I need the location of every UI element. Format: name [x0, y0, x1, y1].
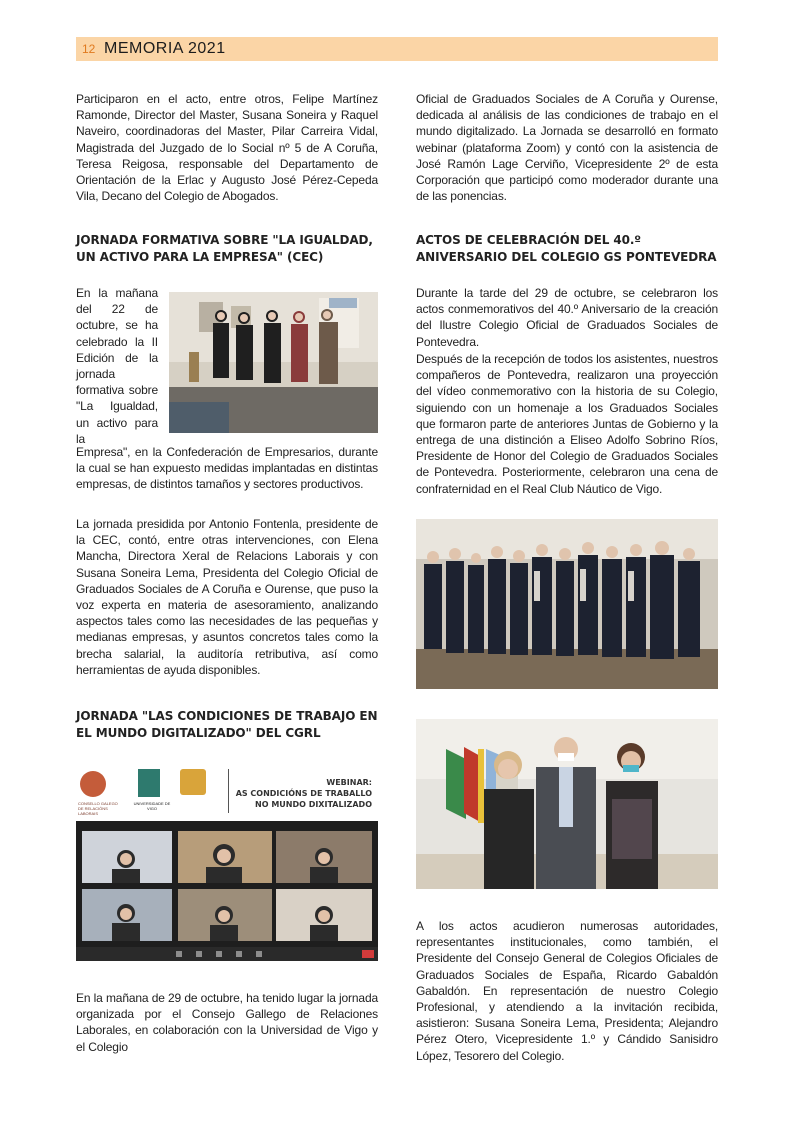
cec-group-photo: [169, 292, 378, 433]
banner-divider: [228, 769, 229, 813]
cgrl-paragraph: En la mañana de 29 de octubre, ha tenido lugar la jornada organizada por el Consejo Gallego de Relaciones Laborales, en colaboración con la Universidad de Vigo y el Colegio: [76, 991, 378, 1054]
cgrl-logo-text: CONSELLO GALEGO DE RELACIÓNS LABORAIS: [78, 801, 118, 816]
section-heading-cgrl: JORNADA "LAS CONDICIONES DE TRABAJO EN EL MUNDO DIGITALIZADO" DEL CGRL: [76, 709, 378, 740]
pontevedra-paragraph-2: Después de la recepción de todos los asistentes, nuestros compañeros de Pontevedra, realizaron una proyección del vídeo conmemorativo con la historia de su Colegio, siguiendo con un homenaje a los Graduados Sociales que formaron parte de anteriores Juntas de Gobierno y la entrega de una distinción a Eliseo Adolfo Sobrino Ríos, Presidente de Honor del Colegio de Graduados Sociales de Pontevedra. Posteriormente, celebraron una cena de confraternidad en el Real Club Náutico de Vigo.: [416, 352, 718, 496]
webinar-title: [236, 777, 372, 810]
pontevedra-p3-block: [416, 918, 718, 1064]
section-cec-p2: [76, 516, 378, 678]
cgrl-cont-paragraph: Oficial de Graduados Sociales de A Coruña y Ourense, dedicada al análisis de las condiciones de trabajo en el mundo digitalizado. La Jornada se desarrolló en formato webinar (plataforma Zoom) y contó con la asistencia de José Ramón Lage Cerviño, Vicepresidente 2º de esta Corporación que participó como moderador durante una de las ponencias.: [416, 92, 718, 204]
section-cec: [76, 232, 378, 266]
section-cec-cont: [76, 444, 378, 493]
colegio-logo-icon: [180, 769, 206, 795]
pontevedra-paragraph-3: A los actos acudieron numerosas autoridades, representantes institucionales, como también, el Presidente del Consejo General de Colegios Oficiales de Graduados Sociales de España, Ricardo Gabaldón Gabaldón. En representación de nuestro Colegio Profesional, y atendiendo a la invitación recibida, asistieron: Susana Soneira Lema, Presidenta; Alejandro Pérez Otero, Vicepresidente 1.º y Cándido Sanisidro López, Tesorero del Colegio.: [416, 919, 718, 1063]
cec-paragraph-2: La jornada presidida por Antonio Fontenla, presidente de la CEC, contó, entre otras intervenciones, con Elena Mancha, Directora Xeral de Relacions Laborais y con Susana Soneira Lema, Presidenta del Colegio Oficial de Graduados Sociales de A Coruña e Ourense, que puso la voz experta en materia de asesoramiento, analizando aspectos tales como las necesidades de las pequeñas y medianas empresas, y asuntos concretos tales como la brecha salarial, la auditoría retributiva, así como herramientas de ayuda disponibles.: [76, 517, 378, 677]
right-cont: [416, 91, 718, 204]
pontevedra-p2-block: [416, 351, 718, 497]
section-heading-cec: JORNADA FORMATIVA SOBRE "LA IGUALDAD, UN ACTIVO PARA LA EMPRESA" (CEC): [76, 233, 373, 264]
intro-paragraph: Participaron en el acto, entre otros, Felipe Martínez Ramonde, Director del Master, Susana Soneira y Raquel Naveiro, coordinadoras del Master, Pilar Carreira Vidal, Magistrada del Juzgado de lo Social nº 5 de A Coruña, Teresa Reigosa, responsable del Departamento de Orientación de la Erlac y Augusto José Pérez-Cepeda Vila, Decano del Colegio de Abogados.: [76, 92, 378, 204]
cec-wrap-text: En la mañana del 22 de octubre, se ha celebrado la II Edición de la jornada formativa sobre "La Igualdad, un activo para la: [76, 286, 158, 446]
section-pontevedra: [416, 232, 718, 266]
webinar-title-line2: AS CONDICIÓNS DE TRABALLO: [235, 789, 372, 798]
webinar-screenshot: [76, 765, 378, 961]
left-intro: [76, 91, 378, 204]
section-cgrl: [76, 708, 378, 742]
page-number: 12: [82, 42, 96, 56]
pontevedra-authorities-photo: [416, 719, 718, 889]
pontevedra-group-photo: [416, 519, 718, 689]
page-header: [76, 37, 718, 61]
uvigo-logo-icon: [138, 769, 160, 797]
section-cec-body: [76, 285, 378, 447]
zoom-window: [76, 821, 378, 961]
uvigo-logo-text: UNIVERSIDADE DE VIGO: [133, 801, 171, 811]
pontevedra-paragraph-1: Durante la tarde del 29 de octubre, se celebraron los actos conmemorativos del 40.º Aniversario de la creación del Ilustre Colegio Oficial de Graduados Sociales de Pontevedra.: [416, 286, 718, 349]
webinar-title-line3: NO MUNDO DIXITALIZADO: [255, 800, 372, 809]
webinar-banner: [76, 765, 378, 821]
webinar-title-line1: WEBINAR:: [326, 778, 372, 787]
cec-cont-text: Empresa", en la Confederación de Empresarios, durante la cual se han expuesto medidas implantadas en distintas empresas, de distintos tamaños y sectores productivos.: [76, 445, 378, 492]
cgrl-logo-icon: [80, 771, 106, 797]
publication-title: MEMORIA 2021: [104, 40, 226, 57]
pontevedra-p1-block: [416, 285, 718, 350]
section-cgrl-body: [76, 990, 378, 1055]
section-heading-pontevedra: ACTOS DE CELEBRACIÓN DEL 40.º ANIVERSARIO DEL COLEGIO GS PONTEVEDRA: [416, 233, 717, 264]
